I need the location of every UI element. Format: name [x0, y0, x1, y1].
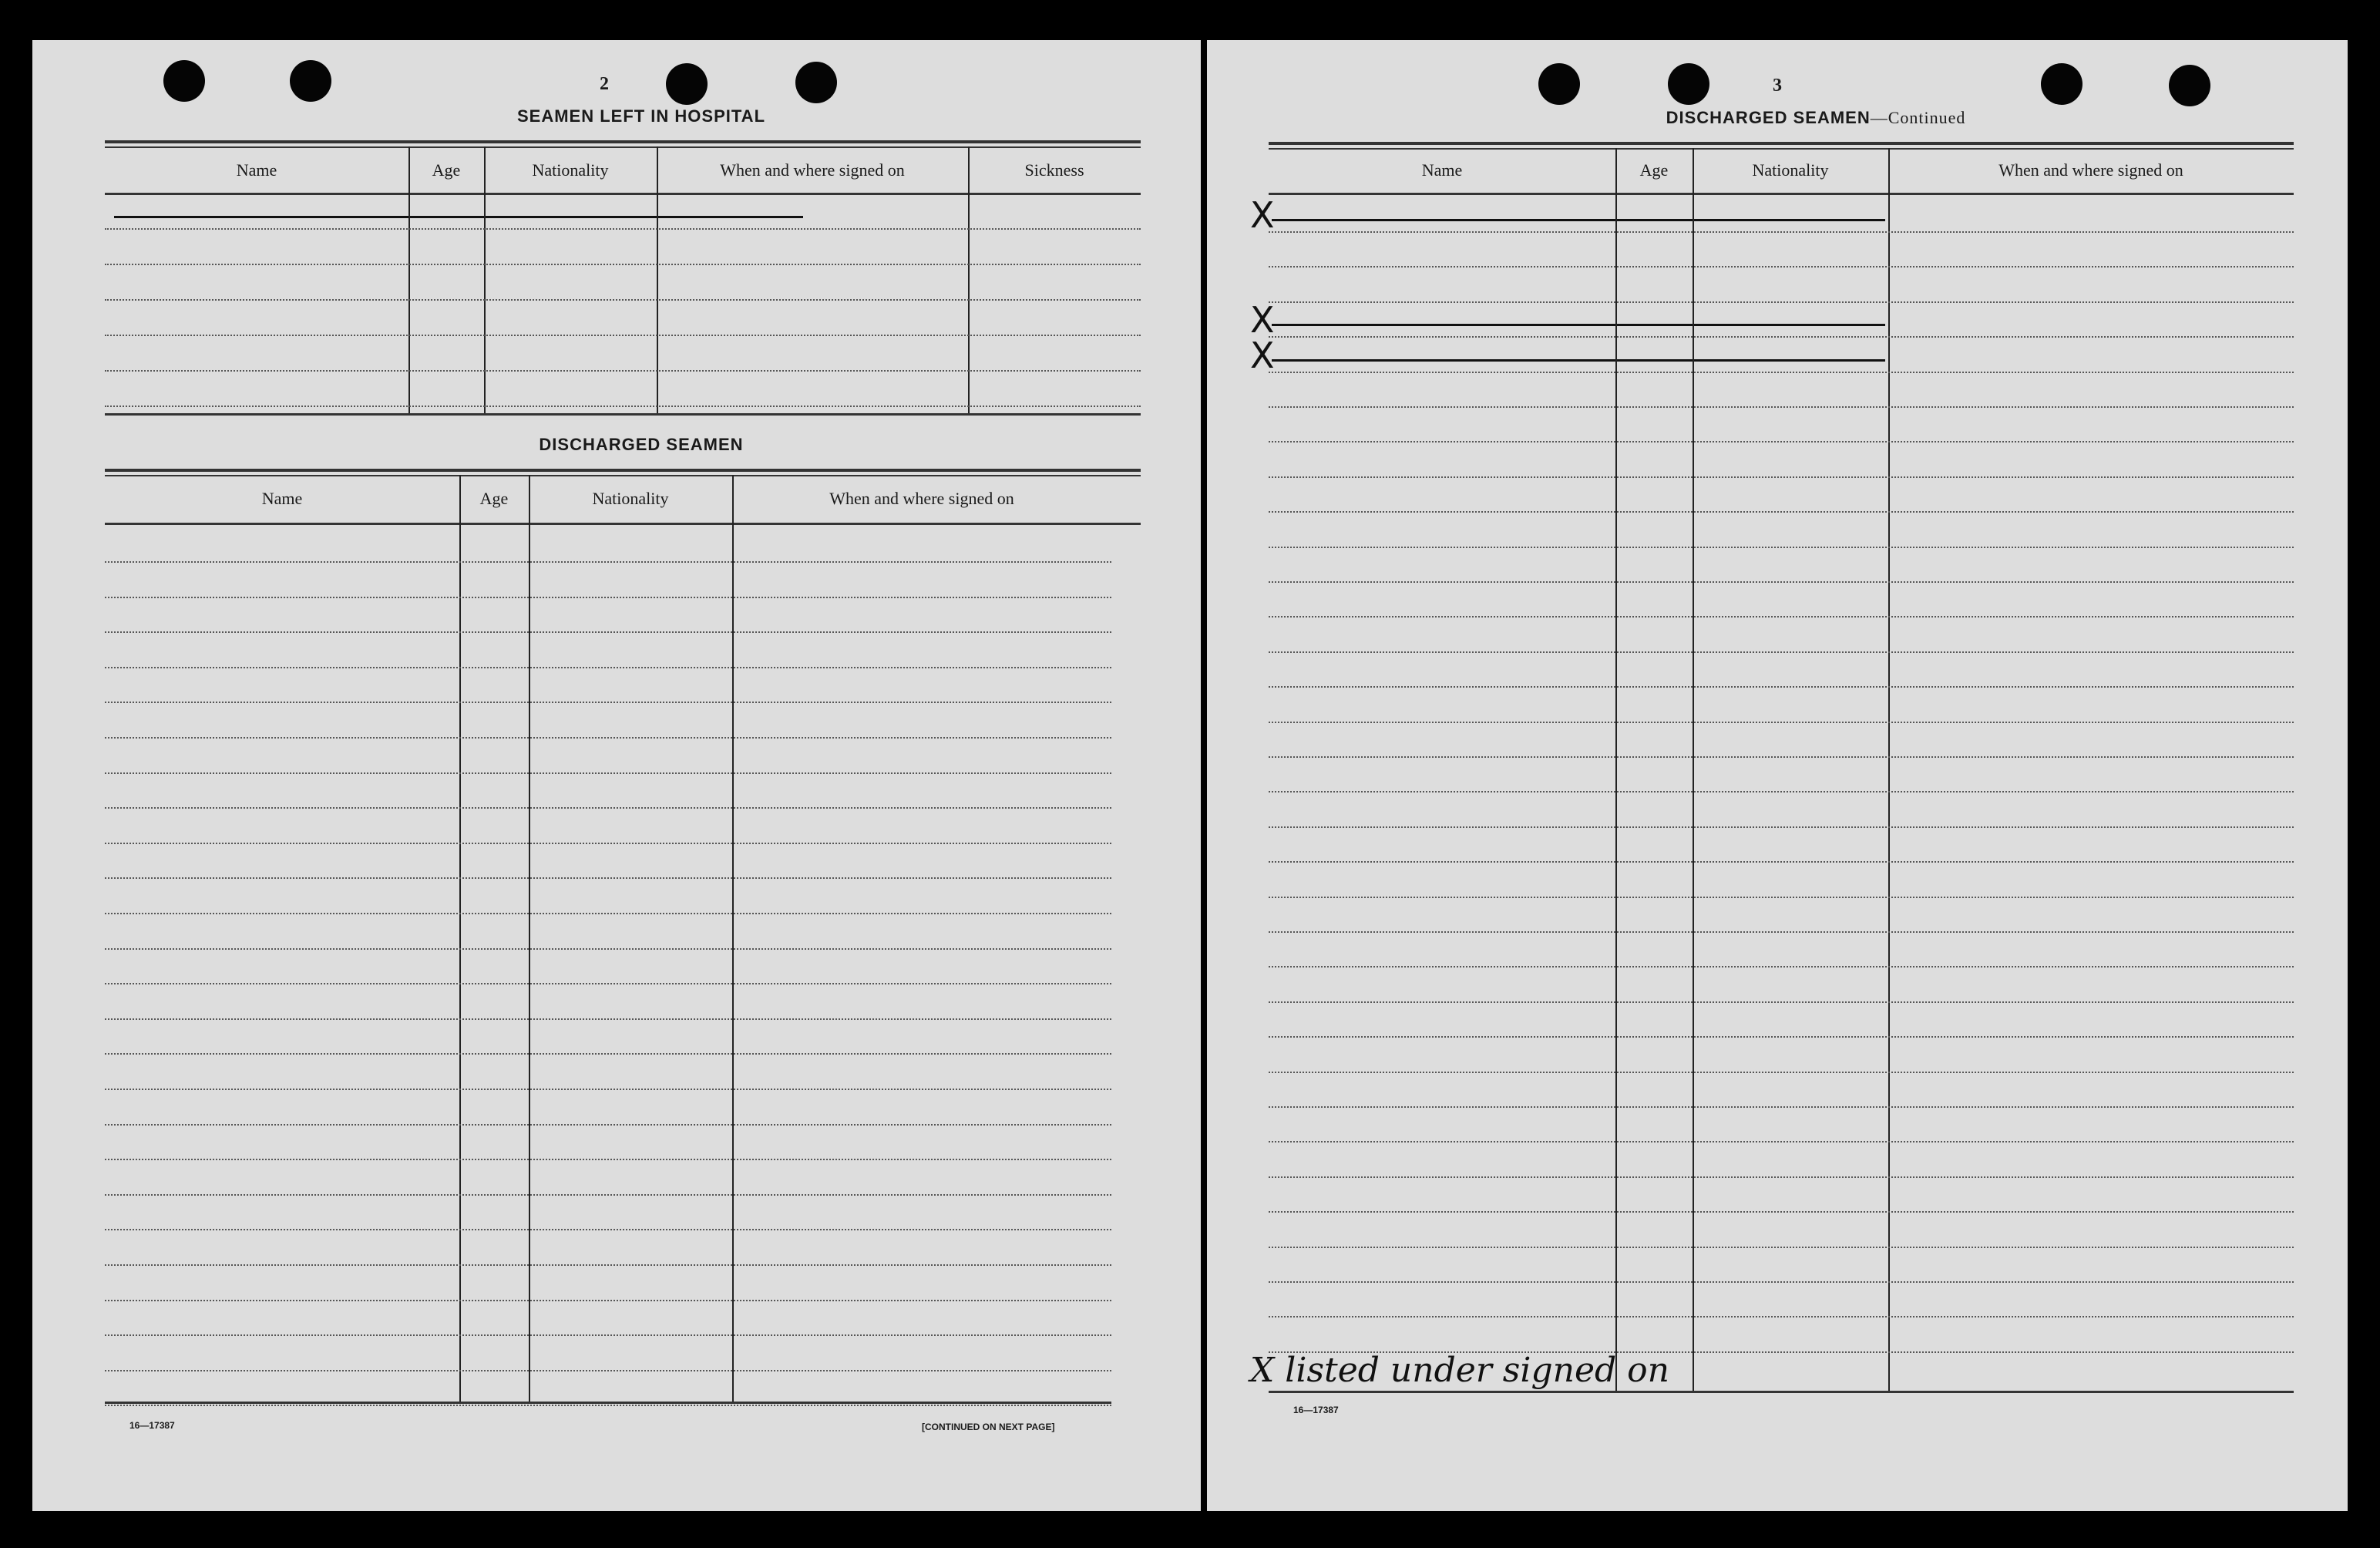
row-line: [105, 1018, 1111, 1020]
row-line: [1269, 336, 2294, 338]
row-line: [1269, 511, 2294, 513]
row-line: [1269, 791, 2294, 793]
row-line: [1269, 1247, 2294, 1248]
row-line: [1269, 1001, 2294, 1003]
column-header: Nationality: [1752, 160, 1829, 180]
row-line: [105, 406, 1141, 407]
row-line: [1269, 266, 2294, 268]
punch-hole: [1668, 63, 1709, 105]
punch-hole: [290, 60, 331, 102]
row-line: [105, 1053, 1111, 1055]
row-line: [105, 948, 1111, 950]
row-line: [105, 1334, 1111, 1336]
row-line: [105, 561, 1111, 563]
row-line: [1269, 1106, 2294, 1108]
row-line: [1269, 231, 2294, 233]
page-number: 3: [1773, 76, 1782, 96]
form-number: 16—17387: [129, 1420, 175, 1431]
row-line: [105, 1405, 1111, 1406]
row-line: [105, 1300, 1111, 1301]
row-line: [105, 1124, 1111, 1126]
row-line: [105, 1089, 1111, 1090]
row-line: [105, 1159, 1111, 1160]
row-line: [105, 264, 1141, 265]
column-divider: [529, 475, 530, 1402]
column-header: Nationality: [592, 489, 669, 508]
hospital-title: SEAMEN LEFT IN HOSPITAL: [516, 106, 766, 126]
rule: [105, 469, 1141, 472]
rule: [105, 1402, 1111, 1404]
row-line: [1269, 931, 2294, 933]
punch-hole: [1538, 63, 1580, 105]
row-line: [1269, 826, 2294, 828]
row-line: [1269, 372, 2294, 373]
row-line: [1269, 581, 2294, 583]
column-header: Sickness: [1024, 160, 1084, 180]
column-header: When and where signed on: [720, 160, 905, 180]
row-line: [1269, 1281, 2294, 1283]
rule: [1269, 148, 2294, 150]
rule: [1269, 1391, 2294, 1393]
row-line: [1269, 1072, 2294, 1073]
row-line: [1269, 547, 2294, 548]
row-line: [105, 807, 1111, 809]
row-line: [1269, 1036, 2294, 1038]
rule: [105, 475, 1141, 476]
column-header: Age: [479, 489, 509, 508]
strikethrough: [1272, 359, 1885, 362]
discharged-continued-title: [1531, 108, 2101, 128]
column-header: Name: [261, 489, 303, 508]
right-page: [1207, 40, 2348, 1511]
row-line: [1269, 301, 2294, 303]
row-line: [1269, 476, 2294, 478]
rule: [105, 413, 1141, 416]
x-mark: X: [1250, 194, 1275, 236]
column-header: When and where signed on: [829, 489, 1014, 508]
continued-note: [CONTINUED ON NEXT PAGE]: [922, 1422, 1055, 1432]
row-line: [105, 667, 1111, 668]
row-line: [1269, 1176, 2294, 1178]
row-line: [1269, 651, 2294, 653]
column-header: Name: [1421, 160, 1463, 180]
row-line: [105, 335, 1141, 336]
column-divider: [657, 146, 658, 413]
column-header: Nationality: [532, 160, 609, 180]
punch-hole: [2041, 63, 2082, 105]
punch-hole: [163, 60, 205, 102]
row-line: [105, 983, 1111, 984]
row-line: [105, 1264, 1111, 1266]
strikethrough: [114, 216, 803, 218]
row-line: [1269, 406, 2294, 408]
column-divider: [1888, 148, 1890, 1391]
row-line: [1269, 1351, 2294, 1353]
row-line: [105, 913, 1111, 914]
column-divider: [459, 475, 461, 1402]
column-divider: [408, 146, 410, 413]
handwritten-note: X listed under signed on: [1250, 1351, 1669, 1390]
rule: [105, 146, 1141, 148]
rule: [105, 140, 1141, 143]
row-line: [105, 631, 1111, 633]
row-line: [105, 299, 1141, 301]
row-line: [105, 843, 1111, 844]
strikethrough: [1272, 219, 1885, 221]
title-suffix: —Continued: [1870, 108, 1966, 127]
column-divider: [484, 146, 486, 413]
row-line: [105, 877, 1111, 879]
column-divider: [732, 475, 734, 1402]
punch-hole: [2169, 65, 2210, 106]
row-line: [1269, 756, 2294, 758]
row-line: [1269, 686, 2294, 688]
x-mark: X: [1250, 334, 1275, 376]
row-line: [105, 737, 1111, 739]
row-line: [105, 228, 1141, 230]
row-line: [1269, 722, 2294, 723]
row-line: [1269, 861, 2294, 863]
row-line: [105, 702, 1111, 703]
punch-hole: [666, 63, 708, 105]
row-line: [105, 1194, 1111, 1196]
form-number: 16—17387: [1293, 1405, 1339, 1415]
column-header: When and where signed on: [1998, 160, 2183, 180]
column-divider: [968, 146, 970, 413]
punch-hole: [795, 62, 837, 103]
row-line: [1269, 966, 2294, 968]
left-page: [32, 40, 1201, 1511]
x-mark: X: [1250, 299, 1275, 342]
row-line: [105, 1370, 1111, 1371]
strikethrough: [1272, 324, 1885, 326]
row-line: [1269, 616, 2294, 618]
title-text: DISCHARGED SEAMEN: [1666, 108, 1871, 127]
page-number: 2: [600, 74, 609, 94]
row-line: [1269, 897, 2294, 898]
row-line: [105, 597, 1111, 598]
column-divider: [1693, 148, 1694, 1391]
column-divider: [1615, 148, 1617, 1391]
row-line: [105, 772, 1111, 774]
row-line: [1269, 1211, 2294, 1213]
column-header: Age: [1639, 160, 1669, 180]
rule: [105, 523, 1141, 525]
rule: [1269, 193, 2294, 195]
column-header: Age: [432, 160, 461, 180]
row-line: [1269, 441, 2294, 443]
row-line: [105, 370, 1141, 372]
rule: [105, 193, 1141, 195]
discharged-title: DISCHARGED SEAMEN: [539, 435, 744, 454]
column-header: Name: [236, 160, 277, 180]
row-line: [1269, 1141, 2294, 1142]
row-line: [1269, 1316, 2294, 1317]
rule: [1269, 142, 2294, 145]
row-line: [105, 1229, 1111, 1230]
